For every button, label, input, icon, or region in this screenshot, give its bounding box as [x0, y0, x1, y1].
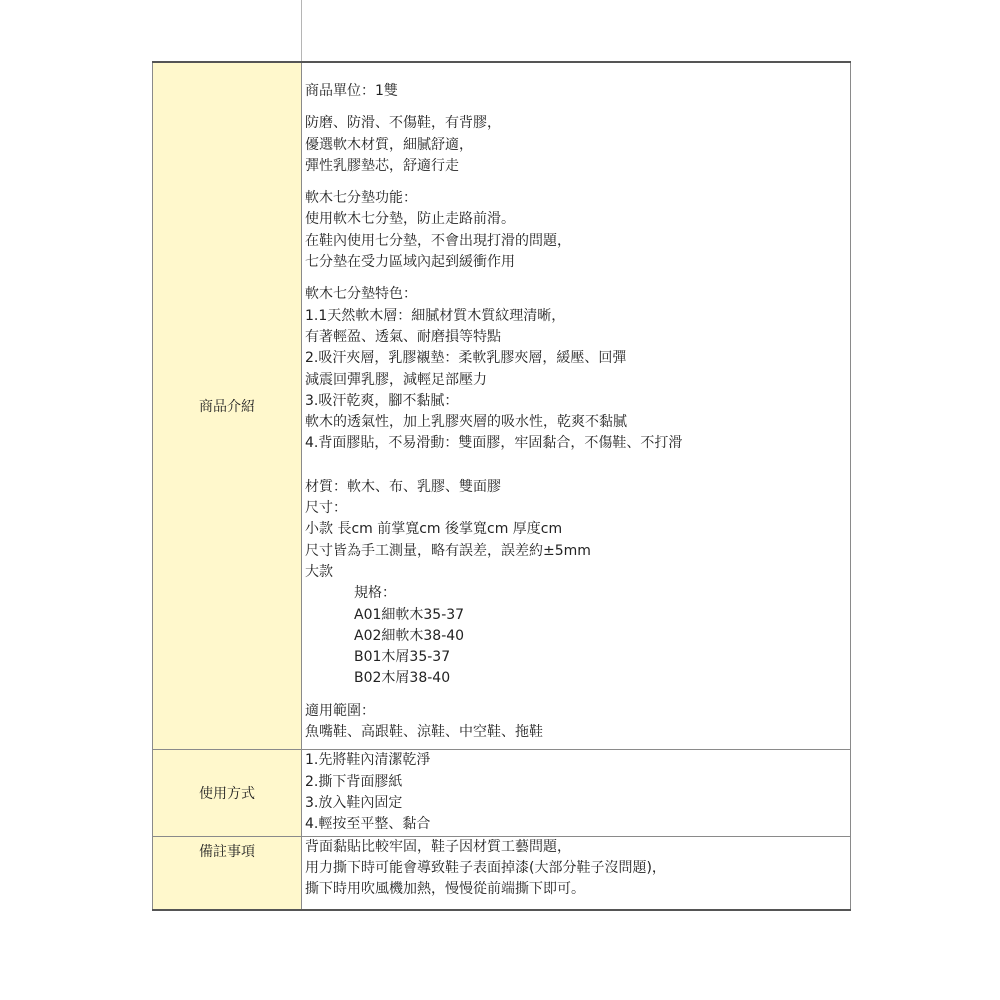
intro-label: 商品介紹 [153, 62, 302, 750]
trait-line: 3.吸汗乾爽，腳不黏膩： [305, 392, 459, 409]
trait-line: 2.吸汗夾層，乳膠襯墊：柔軟乳膠夾層，緩壓、回彈 [305, 350, 627, 367]
usage-step: 3.放入鞋內固定 [305, 794, 403, 811]
usage-label: 使用方式 [153, 750, 302, 836]
trait-line: 減震回彈乳膠，減輕足部壓力 [305, 371, 487, 388]
usage-step: 2.撕下背面膠紙 [305, 773, 403, 790]
function-line: 七分墊在受力區域內起到緩衝作用 [305, 254, 515, 271]
trait-line: 有著輕盈、透氣、耐磨損等特點 [305, 328, 501, 345]
notes-content [302, 836, 851, 910]
spec-item: A01細軟木35-37 [354, 606, 465, 623]
spec-item: A02細軟木38-40 [354, 627, 465, 644]
usage-content [302, 750, 851, 836]
spec-item: B02木屑38-40 [354, 670, 451, 687]
table-row-intro [153, 62, 851, 750]
size-title: 尺寸： [305, 500, 347, 517]
material-line: 材質：軟木、布、乳膠、雙面膠 [305, 478, 501, 495]
spec-title: 規格： [354, 585, 396, 602]
notes-label: 備註事項 [153, 836, 302, 910]
size-large: 大款 [305, 563, 333, 580]
intro-content [302, 62, 851, 750]
spec-item: B01木屑35-37 [354, 649, 451, 666]
scope-title: 適用範圍： [305, 702, 375, 719]
trait-line: 4.背面膠貼，不易滑動：雙面膠，牢固黏合，不傷鞋、不打滑 [305, 435, 683, 452]
product-unit: 商品單位：1雙 [305, 83, 398, 99]
table-row-notes [153, 836, 851, 910]
feature-line: 彈性乳膠墊芯，舒適行走 [305, 157, 459, 174]
feature-line: 優選軟木材質，細膩舒適， [305, 136, 473, 153]
product-spec-table [152, 61, 851, 911]
size-note: 尺寸皆為手工測量，略有誤差，誤差約±5mm [305, 542, 591, 559]
function-line: 在鞋內使用七分墊，不會出現打滑的問題， [305, 232, 571, 249]
notes-line: 背面黏貼比較牢固，鞋子因材質工藝問題， [305, 838, 571, 855]
feature-line: 防磨、防滑、不傷鞋，有背膠， [305, 115, 501, 132]
table-row-usage [153, 750, 851, 836]
notes-line: 撕下時用吹風機加熱，慢慢從前端撕下即可。 [305, 881, 585, 898]
scope-value: 魚嘴鞋、高跟鞋、涼鞋、中空鞋、拖鞋 [305, 724, 543, 741]
trait-line: 1.1天然軟木層：細膩材質木質紋理清晰， [305, 307, 566, 324]
trait-title: 軟木七分墊特色： [305, 286, 417, 303]
divider-line [301, 0, 302, 62]
function-line: 使用軟木七分墊，防止走路前滑。 [305, 211, 515, 228]
trait-line: 軟木的透氣性，加上乳膠夾層的吸水性，乾爽不黏膩 [305, 414, 627, 431]
notes-line: 用力撕下時可能會導致鞋子表面掉漆(大部分鞋子沒問題)， [305, 859, 666, 876]
usage-step: 1.先將鞋內清潔乾淨 [305, 752, 431, 769]
size-small: 小款 長cm 前掌寬cm 後掌寬cm 厚度cm [305, 521, 563, 538]
function-title: 軟木七分墊功能： [305, 190, 417, 207]
usage-step: 4.輕按至平整、黏合 [305, 816, 431, 833]
